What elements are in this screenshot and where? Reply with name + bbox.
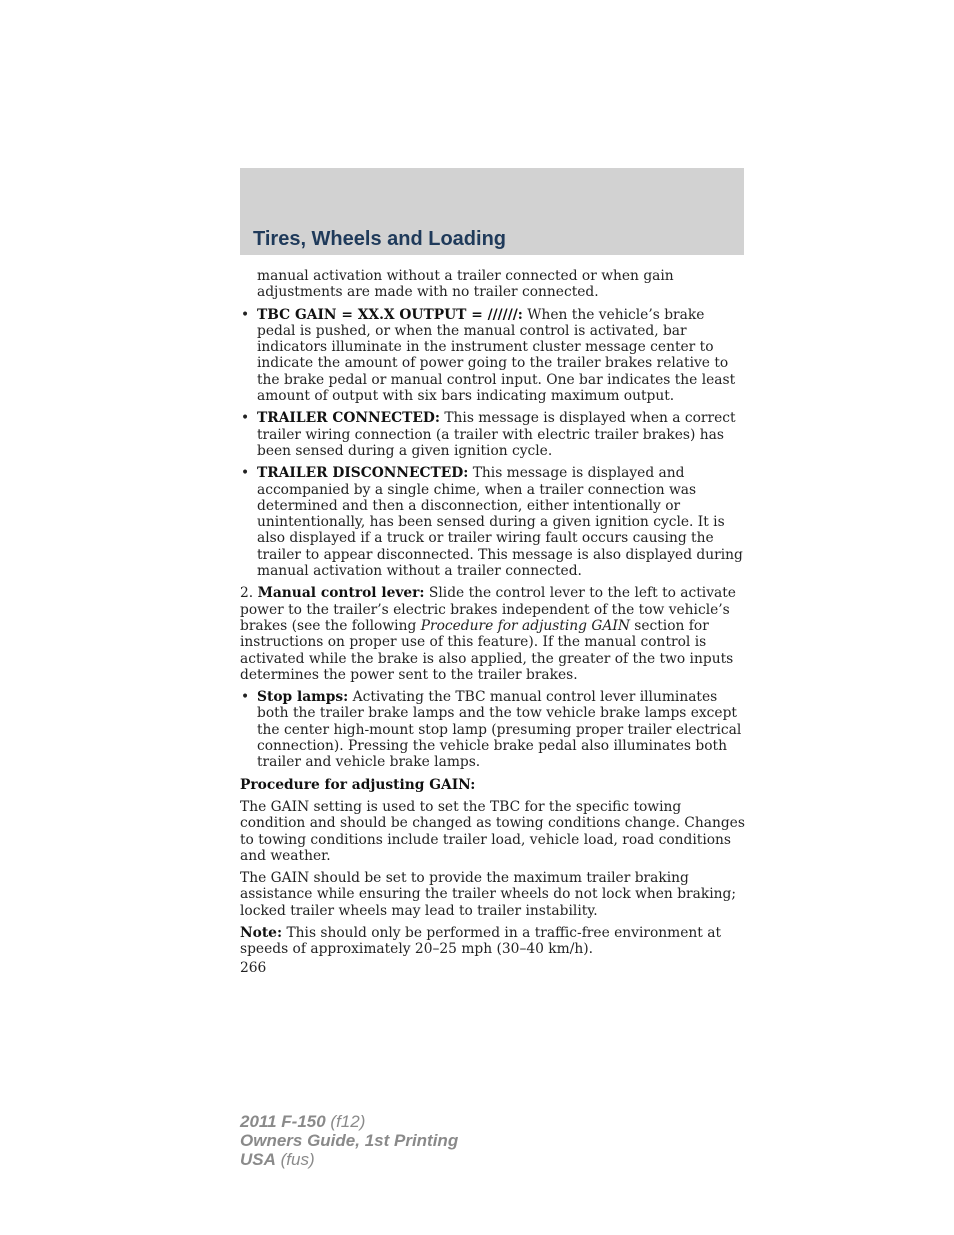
bullet-label: Stop lamps: [257,689,349,706]
item-label: Manual control lever: [257,585,425,602]
bullet-label: TBC GAIN = XX.X OUTPUT = //////: [257,306,523,323]
bullet-stop-lamps [240,689,746,770]
document-footer [240,1112,458,1169]
bullet-label: TRAILER CONNECTED: [257,410,440,427]
bullet-text: This message is displayed when a correct trailer wiring connection (a trailer with electric trailer brakes) has been sensed during a given ignition cycle. [257,410,736,459]
item-text-after: section for instructions on proper use of this feature). If the manual control is activated while the brake is also applied, the greater of the two inputs determines the power sent to the trailer brakes. [240,617,734,683]
item-text-before: Slide the control lever to the left to activate power to the trailer’s electric brakes independent of the tow vehicle’s brakes (see the following [240,585,736,634]
item-number: 2. [240,585,258,602]
item-italic-reference: Procedure for adjusting GAIN [420,617,630,634]
section-title: Tires, Wheels and Loading [253,228,507,250]
footer-line-region [240,1150,458,1169]
footer-model: 2011 F-150 [240,1112,326,1131]
page-number: 266 [240,959,267,976]
bullet-label: TRAILER DISCONNECTED: [257,465,469,482]
item-manual-control-lever [240,585,746,683]
bullet-text: Activating the TBC manual control lever illuminates both the trailer brake lamps and the tow vehicle brake lamps except the center high-mount stop lamp (presuming proper trailer electrical connection). Pressing the vehicle brake pedal also illuminates both trailer and vehicle brake lamps. [257,689,742,771]
bullet-dot: • [241,465,250,482]
paragraph-gain-maximum: The GAIN should be set to provide the maximum trailer braking assistance while ensuring the trailer wheels do not lock when braking; locked trailer wheels may lead to trailer instability. [240,870,736,919]
bullet-text: This message is displayed and accompanied by a single chime, when a trailer connection was determined and then a disconnection, either intentionally or unintentionally, has been sensed during a given ignition cycle. It is also displayed if a truck or trailer wiring fault occurs causing the trailer to appear disconnected. This message is also displayed during manual activation without a trailer connected. [257,465,743,580]
bullet-dot: • [241,410,250,427]
footer-region-code: (fus) [275,1150,315,1169]
bullet-dot: • [241,689,250,706]
intro-continuation: manual activation without a trailer connected or when gain adjustments are made with no trailer connected. [257,268,674,301]
footer-region: USA [240,1150,276,1169]
bullet-trailer-disconnected [240,465,746,579]
subheading-procedure: Procedure for adjusting GAIN: [240,776,476,793]
page-content [240,268,746,976]
section-header-band [240,168,744,255]
bullet-trailer-connected [240,410,746,459]
paragraph-gain-setting: The GAIN setting is used to set the TBC for the specific towing condition and should be changed as towing conditions change. Changes to towing conditions include trailer load, vehicle load, road conditions and weather. [240,798,745,864]
footer-guide-printing: Owners Guide, 1st Printing [240,1131,459,1150]
footer-line-model [240,1112,458,1131]
bullet-tbc-gain [240,307,746,405]
note-text: This should only be performed in a traffic-free environment at speeds of approximately 20–25 mph (30–40 km/h). [240,924,721,958]
note-paragraph [240,925,746,958]
bullet-text: When the vehicle’s brake pedal is pushed, or when the manual control is activated, bar indicators illuminate in the instrument cluster message center to indicate the amount of power going to the trailer brakes relative to the brake pedal or manual control input. One bar indicates the least amount of output with six bars indicating maximum output. [257,306,736,405]
footer-model-code: (f12) [325,1112,366,1131]
note-label: Note: [240,924,283,941]
bullet-dot: • [241,306,250,323]
